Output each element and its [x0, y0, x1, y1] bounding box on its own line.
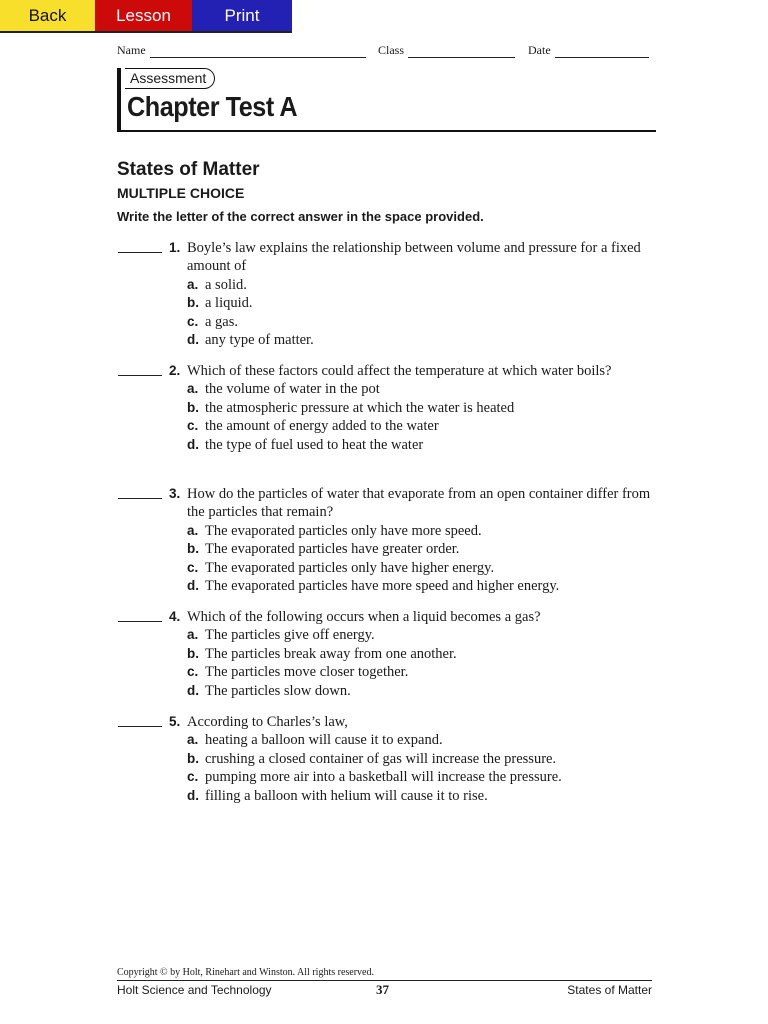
choice-d	[187, 577, 652, 595]
answer-blank	[118, 621, 162, 622]
choice-text: filling a balloon with helium will cause it to rise.	[205, 787, 488, 804]
back-button[interactable]: Back	[0, 0, 95, 31]
question-text: How do the particles of water that evaporate from an open container differ from the particles that remain?	[187, 486, 651, 521]
question-number: 5.	[169, 714, 181, 729]
choice-d	[187, 331, 652, 349]
class-blank	[408, 43, 515, 58]
choice-text: the type of fuel used to heat the water	[205, 436, 424, 453]
question-number: 4.	[169, 609, 181, 624]
answer-blank	[118, 375, 162, 376]
question-4	[117, 608, 652, 700]
choice-letter: d.	[187, 436, 199, 452]
nav-bar	[0, 0, 292, 33]
section-title: States of Matter	[117, 159, 260, 180]
choice-letter: b.	[187, 645, 199, 661]
choice-letter: b.	[187, 295, 199, 311]
question-text: Boyle’s law explains the relationship between volume and pressure for a fixed amount of	[187, 240, 641, 275]
choice-letter: a.	[187, 276, 199, 292]
choice-text: a solid.	[205, 276, 247, 293]
date-blank	[555, 43, 649, 58]
choice-text: the amount of energy added to the water	[205, 418, 439, 435]
choice-text: The particles break away from one another.	[205, 645, 457, 662]
choice-letter: b.	[187, 541, 199, 557]
question-1	[117, 239, 652, 349]
choice-b	[187, 750, 652, 768]
question-3	[117, 485, 652, 595]
choice-a	[187, 380, 652, 398]
lesson-button[interactable]: Lesson	[95, 0, 192, 31]
choice-letter: b.	[187, 399, 199, 415]
question-number: 1.	[169, 240, 181, 255]
choice-text: The particles slow down.	[205, 682, 351, 699]
footer-chapter: States of Matter	[567, 983, 652, 997]
name-blank	[150, 43, 366, 58]
instructions: Write the letter of the correct answer in the space provided.	[117, 209, 484, 224]
choice-letter: d.	[187, 787, 199, 803]
choice-letter: d.	[187, 578, 199, 594]
choice-d	[187, 682, 652, 700]
choice-c	[187, 417, 652, 435]
footer-divider	[117, 980, 652, 981]
choice-b	[187, 399, 652, 417]
name-label: Name	[117, 43, 146, 57]
page-title: Chapter Test A	[127, 91, 298, 122]
choice-text: pumping more air into a basketball will increase the pressure.	[205, 769, 562, 786]
question-number: 2.	[169, 363, 181, 378]
print-button[interactable]: Print	[192, 0, 292, 31]
choice-text: The evaporated particles only have more speed.	[205, 522, 482, 539]
choice-text: any type of matter.	[205, 332, 314, 349]
choice-c	[187, 559, 652, 577]
choice-a	[187, 731, 652, 749]
choice-text: The particles give off energy.	[205, 627, 375, 644]
footer-publisher: Holt Science and Technology	[117, 983, 272, 997]
answer-blank	[118, 252, 162, 253]
assessment-badge: Assessment	[125, 68, 215, 89]
name-field	[117, 43, 366, 58]
choice-a	[187, 276, 652, 294]
choice-text: the volume of water in the pot	[205, 381, 380, 398]
choice-b	[187, 645, 652, 663]
question-number: 3.	[169, 486, 181, 501]
choice-letter: c.	[187, 769, 199, 785]
choice-c	[187, 663, 652, 681]
page-number: 37	[376, 982, 389, 997]
answer-blank	[118, 498, 162, 499]
class-label: Class	[378, 43, 405, 57]
question-5	[117, 713, 652, 805]
choice-text: The evaporated particles have more speed and higher energy.	[205, 578, 560, 595]
choice-c	[187, 768, 652, 786]
choice-letter: a.	[187, 522, 199, 538]
choice-text: a liquid.	[205, 295, 253, 312]
choice-text: The evaporated particles only have higher energy.	[205, 559, 495, 576]
answer-blank	[118, 726, 162, 727]
choice-letter: c.	[187, 313, 199, 329]
choice-letter: d.	[187, 682, 199, 698]
question-text: Which of the following occurs when a liquid becomes a gas?	[187, 609, 541, 625]
choice-letter: a.	[187, 381, 199, 397]
choice-letter: c.	[187, 418, 199, 434]
choice-text: the atmospheric pressure at which the water is heated	[205, 399, 515, 416]
choice-text: The evaporated particles have greater order.	[205, 541, 460, 558]
copyright: Copyright © by Holt, Rinehart and Winston. All rights reserved.	[117, 967, 374, 978]
class-field	[378, 43, 515, 58]
choice-text: The particles move closer together.	[205, 664, 409, 681]
choice-a	[187, 522, 652, 540]
choice-text: a gas.	[205, 313, 239, 330]
question-text: Which of these factors could affect the temperature at which water boils?	[187, 363, 612, 379]
question-text: According to Charles’s law,	[187, 714, 348, 730]
choice-text: crushing a closed container of gas will increase the pressure.	[205, 750, 557, 767]
choice-b	[187, 540, 652, 558]
choice-d	[187, 436, 652, 454]
choice-letter: b.	[187, 750, 199, 766]
section-subtitle: MULTIPLE CHOICE	[117, 185, 245, 201]
test-header	[117, 68, 656, 132]
choice-letter: d.	[187, 332, 199, 348]
choice-c	[187, 313, 652, 331]
choice-d	[187, 787, 652, 805]
choice-a	[187, 626, 652, 644]
choice-letter: a.	[187, 732, 199, 748]
choice-text: heating a balloon will cause it to expand.	[205, 732, 443, 749]
date-label: Date	[528, 43, 551, 57]
question-2	[117, 362, 652, 454]
choice-letter: c.	[187, 664, 199, 680]
choice-letter: c.	[187, 559, 199, 575]
choice-b	[187, 294, 652, 312]
choice-letter: a.	[187, 627, 199, 643]
date-field	[528, 43, 649, 58]
